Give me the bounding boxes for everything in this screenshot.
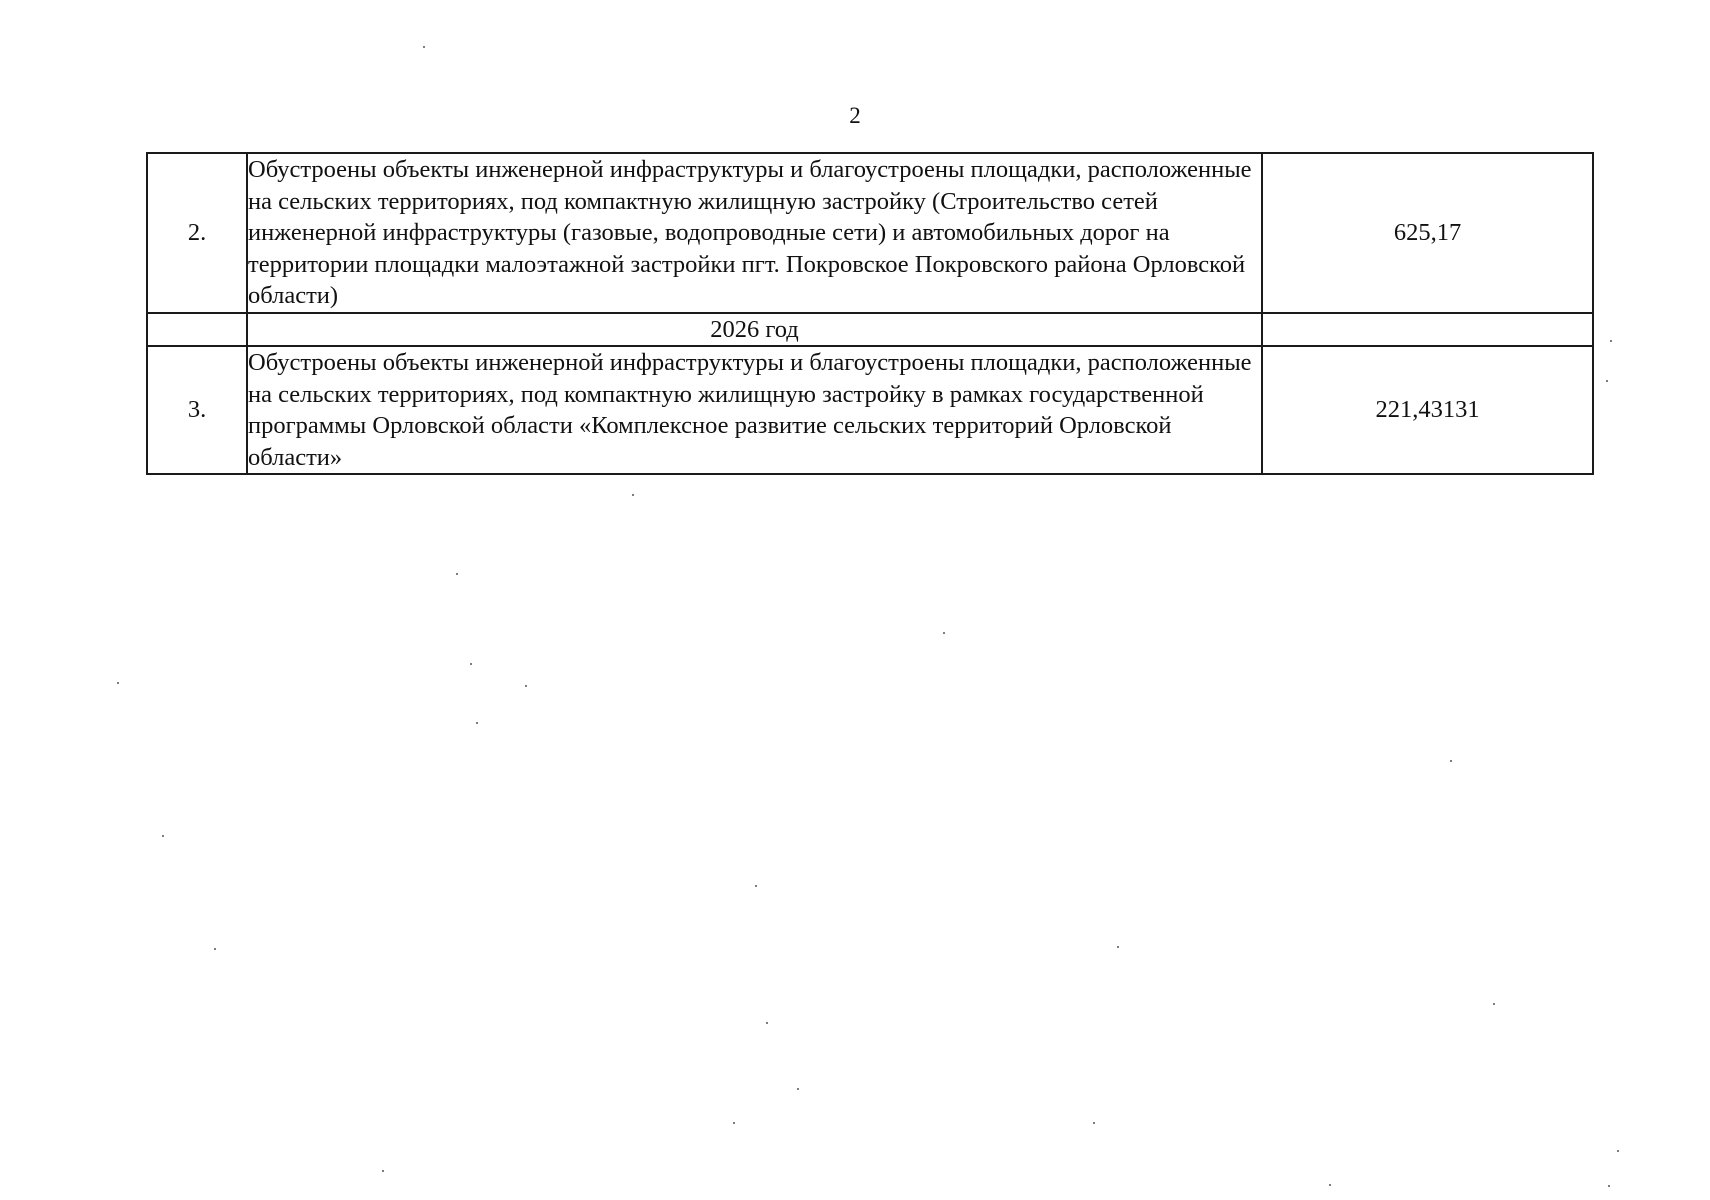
year-row-empty-cell (1262, 313, 1593, 347)
scan-speck (1610, 340, 1612, 342)
year-row-empty-cell (147, 313, 247, 347)
scan-speck (1606, 380, 1608, 382)
year-row (147, 313, 1593, 347)
scan-speck (1493, 1003, 1495, 1005)
row-description: Обустроены объекты инженерной инфраструктуры и благоустроены площадки, расположенные на сельских территориях, под компактную жилищную застройку (Строительство сетей инженерной инфраструктуры (газовые, водопроводные сети) и автомобильных дорог на территории площадки малоэтажной застройки пгт. Покровское Покровского района Орловской области) (247, 153, 1262, 313)
year-label: 2026 год (247, 313, 1262, 347)
scan-speck (214, 948, 216, 950)
scan-speck (162, 835, 164, 837)
scan-speck (733, 1122, 735, 1124)
scan-speck (382, 1170, 384, 1172)
row-number: 3. (147, 346, 247, 474)
scan-speck (1617, 1150, 1619, 1152)
scan-speck (470, 663, 472, 665)
scan-speck (525, 685, 527, 687)
scan-speck (476, 722, 478, 724)
row-description: Обустроены объекты инженерной инфраструктуры и благоустроены площадки, расположенные на сельских территориях, под компактную жилищную застройку в рамках государственной программы Орловской области «Комплексное развитие сельских территорий Орловской области» (247, 346, 1262, 474)
scan-speck (117, 682, 119, 684)
scan-speck (1450, 760, 1452, 762)
scan-speck (766, 1022, 768, 1024)
scan-speck (423, 46, 425, 48)
scan-speck (1117, 946, 1119, 948)
table-row (147, 153, 1593, 313)
row-value: 221,43131 (1262, 346, 1593, 474)
measures-table (146, 152, 1594, 475)
row-number: 2. (147, 153, 247, 313)
scan-speck (1608, 1185, 1610, 1187)
scan-speck (1329, 1184, 1331, 1186)
table-row (147, 346, 1593, 474)
scan-speck (797, 1088, 799, 1090)
scan-speck (943, 632, 945, 634)
scan-speck (755, 885, 757, 887)
page-number: 2 (849, 103, 861, 128)
scan-speck (456, 573, 458, 575)
scan-speck (632, 494, 634, 496)
scan-speck (1093, 1122, 1095, 1124)
row-value: 625,17 (1262, 153, 1593, 313)
